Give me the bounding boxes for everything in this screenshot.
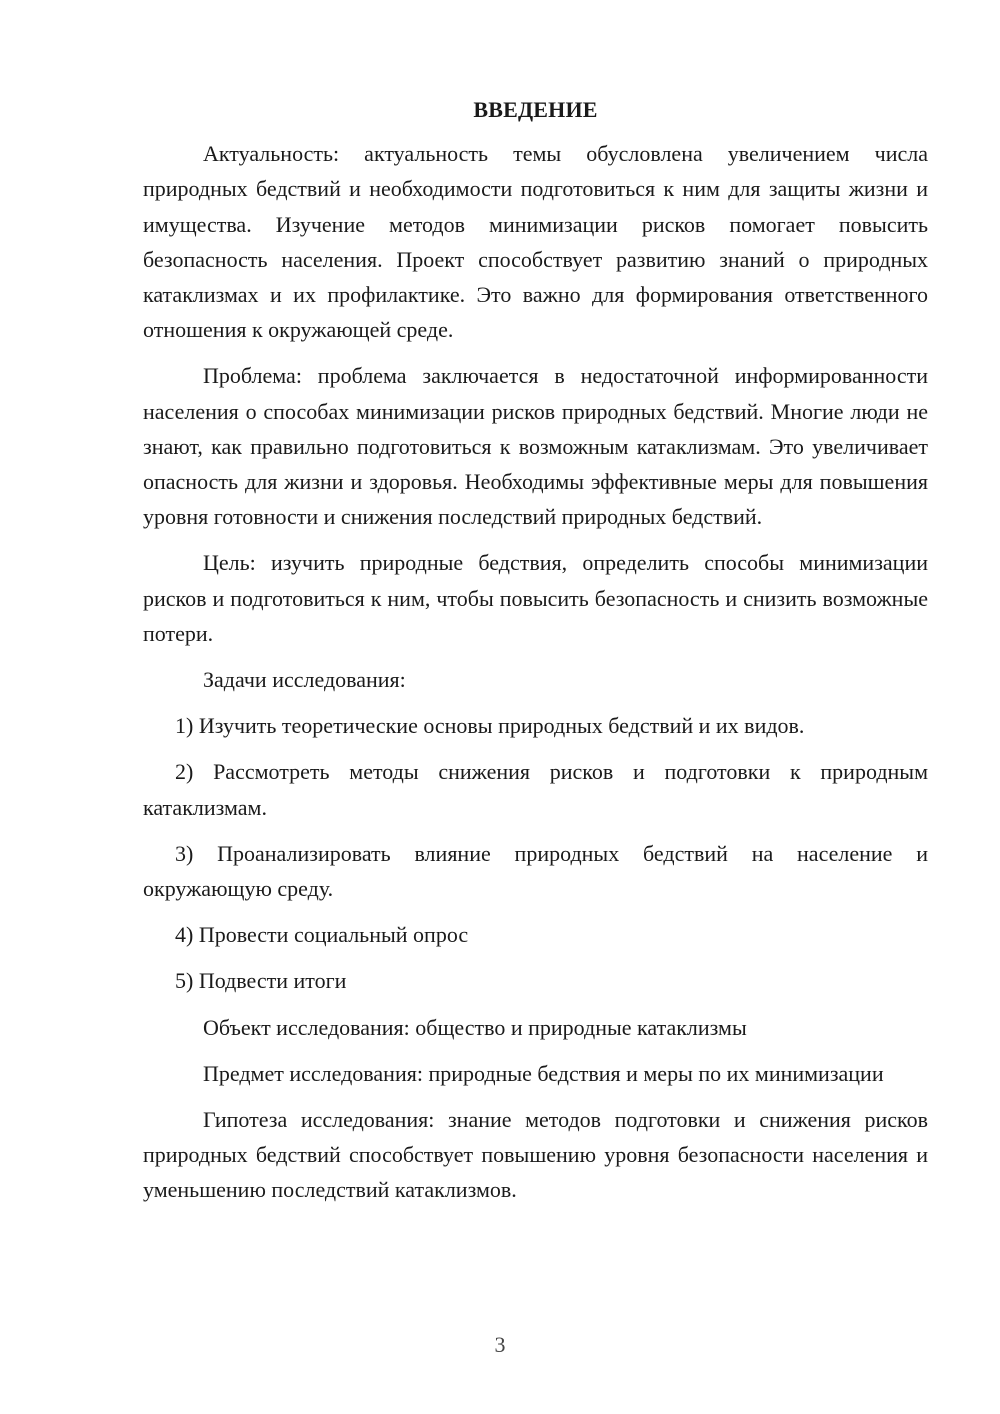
paragraph-object: Объект исследования: общество и природные катаклизмы xyxy=(203,1014,747,1040)
task-item-2: 2) Рассмотреть методы снижения рисков и подготовки к природным катаклизмам. xyxy=(143,759,928,820)
task-item-3: 3) Проанализировать влияние природных бедствий на население и окружающую среду. xyxy=(143,840,928,902)
task-item-4: 4) Провести социальный опрос xyxy=(175,922,469,948)
paragraph-problem: Проблема: проблема заключается в недостаточной информированности населения о способах минимизации рисков природных бедствий. Многие люди не знают, как правильно подготовиться к возможным катаклизмам. Это увеличивает опасность для жизни и здоровья. Необходимы эффективные меры для повышения уровня готовности и снижения последствий природных бедствий. xyxy=(143,363,928,530)
page-number: 3 xyxy=(494,1332,506,1357)
task-item-1: 1) Изучить теоретические основы природных бедствий и их видов. xyxy=(175,713,805,739)
paragraph-relevance: Актуальность: актуальность темы обусловлена увеличением числа природных бедствий и необходимости подготовиться к ним для защиты жизни и имущества. Изучение методов минимизации рисков помогает повысить безопасность населения. Проект способствует развитию знаний о природных катаклизмах и их профилактике. Это важно для формирования ответственного отношения к окружающей среде. xyxy=(143,141,928,343)
paragraph-hypothesis: Гипотеза исследования: знание методов подготовки и снижения рисков природных бедствий способствует повышению уровня безопасности населения и уменьшению последствий катаклизмов. xyxy=(143,1107,928,1203)
paragraph-subject: Предмет исследования: природные бедствия и меры по их минимизации xyxy=(203,1060,884,1086)
paragraph-goal: Цель: изучить природные бедствия, определить способы минимизации рисков и подготовиться к ним, чтобы повысить безопасность и снизить возможные потери. xyxy=(143,550,928,646)
paragraph-tasks-heading: Задачи исследования: xyxy=(203,667,406,693)
section-title: ВВЕДЕНИЕ xyxy=(473,97,598,122)
document-page xyxy=(143,92,928,1219)
task-item-5: 5) Подвести итоги xyxy=(175,968,347,994)
